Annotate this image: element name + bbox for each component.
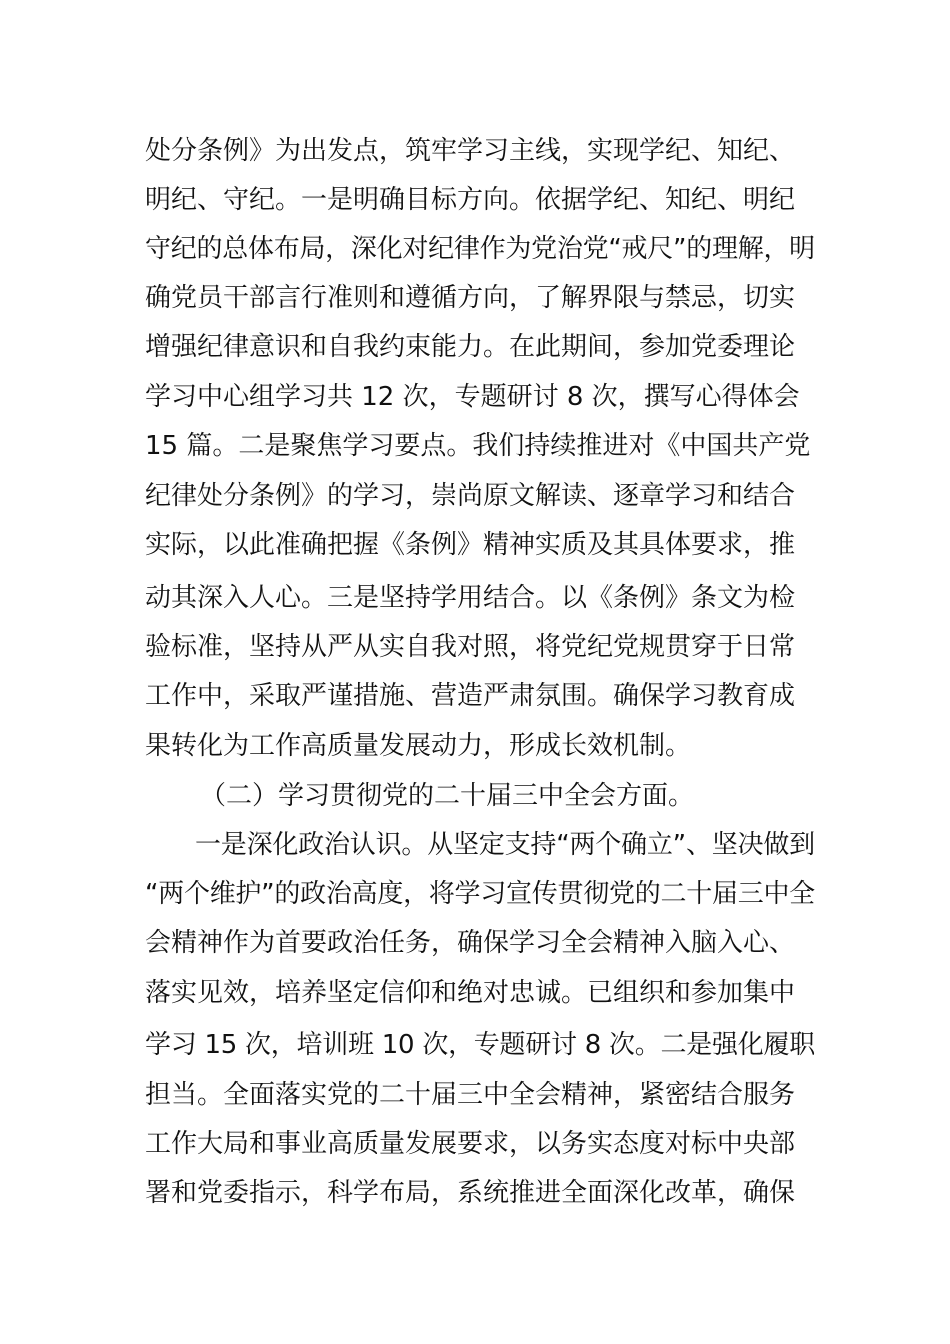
text-line-4: 确党员干部言行准则和遵循方向，了解界限与禁忌，切实 xyxy=(145,283,796,313)
text-line-18: 落实见效，培养坚定信仰和绝对忠诚。已组织和参加集中 xyxy=(145,978,796,1008)
text-line-6: 学习中心组学习共 12 次，专题研讨 8 次，撰写心得体会 xyxy=(145,382,800,412)
section-heading: （二）学习贯彻党的二十届三中全会方面。 xyxy=(200,781,695,811)
text-line-9: 实际，以此准确把握《条例》精神实质及其具体要求，推 xyxy=(145,530,796,560)
text-line-19: 学习 15 次，培训班 10 次，专题研讨 8 次。二是强化履职 xyxy=(145,1030,815,1060)
text-line-11: 验标准，坚持从严从实自我对照，将党纪党规贯穿于日常 xyxy=(145,632,796,662)
text-line-21: 工作大局和事业高质量发展要求，以务实态度对标中央部 xyxy=(145,1129,796,1159)
text-line-8: 纪律处分条例》的学习，崇尚原文解读、逐章学习和结合 xyxy=(145,481,796,511)
text-line-7: 15 篇。二是聚焦学习要点。我们持续推进对《中国共产党 xyxy=(145,431,811,461)
text-line-3: 守纪的总体布局，深化对纪律作为党治党“戒尺”的理解，明 xyxy=(145,234,815,264)
text-line-15: 一是深化政治认识。从坚定支持“两个确立”、坚决做到 xyxy=(195,830,815,860)
text-line-10: 动其深入人心。三是坚持学用结合。以《条例》条文为检 xyxy=(145,583,796,613)
text-line-12: 工作中，采取严谨措施、营造严肃氛围。确保学习教育成 xyxy=(145,681,796,711)
text-line-17: 会精神作为首要政治任务，确保学习全会精神入脑入心、 xyxy=(145,928,796,958)
text-line-5: 增强纪律意识和自我约束能力。在此期间，参加党委理论 xyxy=(145,332,796,362)
text-line-1: 处分条例》为出发点，筑牢学习主线，实现学纪、知纪、 xyxy=(145,136,796,166)
text-line-13: 果转化为工作高质量发展动力，形成长效机制。 xyxy=(145,731,692,761)
text-line-2: 明纪、守纪。一是明确目标方向。依据学纪、知纪、明纪 xyxy=(145,185,796,215)
text-line-16: “两个维护”的政治高度，将学习宣传贯彻党的二十届三中全 xyxy=(145,879,815,909)
text-line-22: 署和党委指示，科学布局，系统推进全面深化改革，确保 xyxy=(145,1178,796,1208)
text-line-20: 担当。全面落实党的二十届三中全会精神，紧密结合服务 xyxy=(145,1080,796,1110)
